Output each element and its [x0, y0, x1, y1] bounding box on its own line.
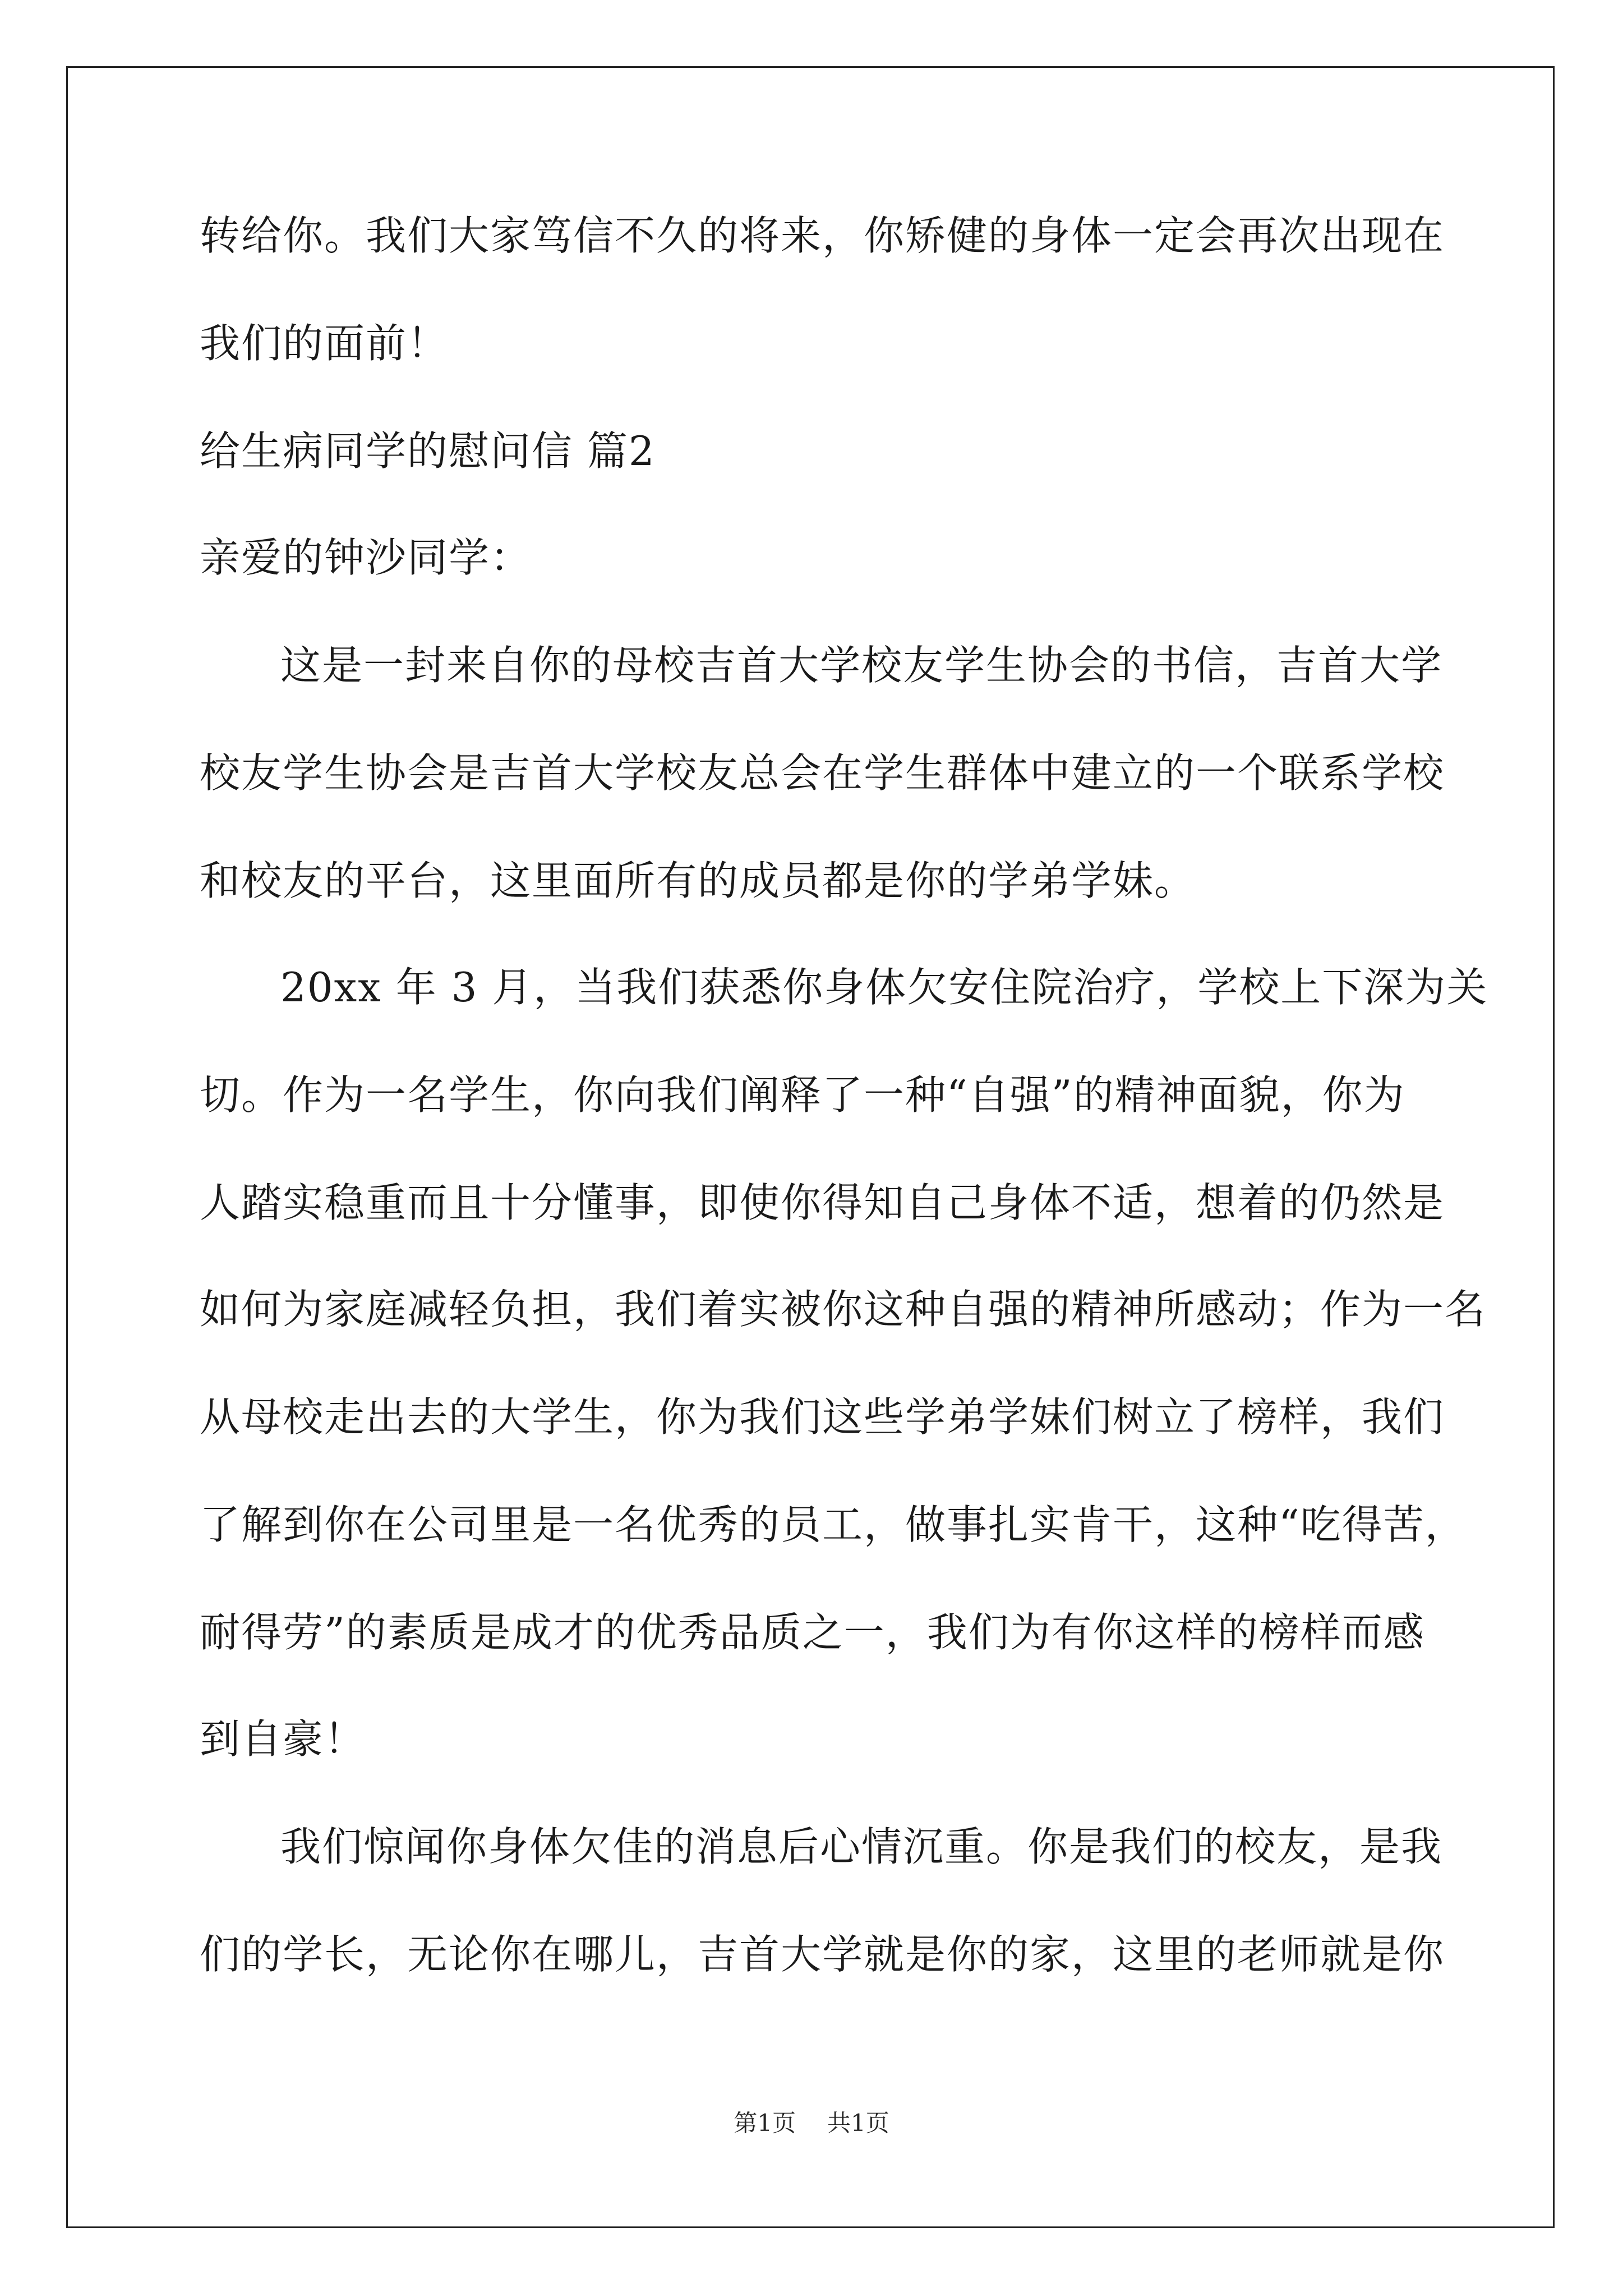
page-border	[66, 66, 1555, 2228]
paragraph-line: 耐得劳”的素质是成才的优秀品质之一，我们为有你这样的榜样而感	[200, 1609, 1425, 1656]
paragraph-line: 从母校走出去的大学生，你为我们这些学弟学妹们树立了榜样，我们	[200, 1393, 1445, 1441]
paragraph-line: 校友学生协会是吉首大学校友总会在学生群体中建立的一个联系学校	[200, 749, 1445, 797]
page-total: 共1页	[827, 2109, 889, 2137]
paragraph-line: 如何为家庭减轻负担，我们着实被你这种自强的精神所感动；作为一名	[200, 1286, 1487, 1333]
paragraph-line: 人踏实稳重而且十分懂事，即使你得知自己身体不适，想着的仍然是	[200, 1179, 1445, 1226]
text-line: 我们的面前！	[200, 320, 449, 367]
salutation: 亲爱的钟沙同学：	[200, 534, 532, 581]
paragraph-line: 和校友的平台，这里面所有的成员都是你的学弟学妹。	[200, 857, 1196, 904]
paragraph-line: 我们惊闻你身体欠佳的消息后心情沉重。你是我们的校友，是我	[280, 1823, 1443, 1870]
paragraph-line: 到自豪！	[200, 1715, 366, 1763]
paragraph-line: 们的学长，无论你在哪儿，吉首大学就是你的家，这里的老师就是你	[200, 1931, 1445, 1978]
paragraph-line: 切。作为一名学生，你向我们阐释了一种“自强”的精神面貌，你为	[200, 1071, 1405, 1119]
page-number: 第1页	[734, 2109, 796, 2137]
section-heading: 给生病同学的慰问信 篇2	[200, 427, 656, 475]
paragraph-line: 了解到你在公司里是一名优秀的员工，做事扎实肯干，这种“吃得苦，	[200, 1501, 1467, 1548]
paragraph-line: 这是一封来自你的母校吉首大学校友学生协会的书信，吉首大学	[280, 642, 1443, 689]
text-line: 转给你。我们大家笃信不久的将来，你矫健的身体一定会再次出现在	[200, 212, 1445, 259]
page-footer	[0, 2106, 1623, 2140]
paragraph-line: 20xx 年 3 月，当我们获悉你身体欠安住院治疗，学校上下深为关	[280, 964, 1488, 1011]
